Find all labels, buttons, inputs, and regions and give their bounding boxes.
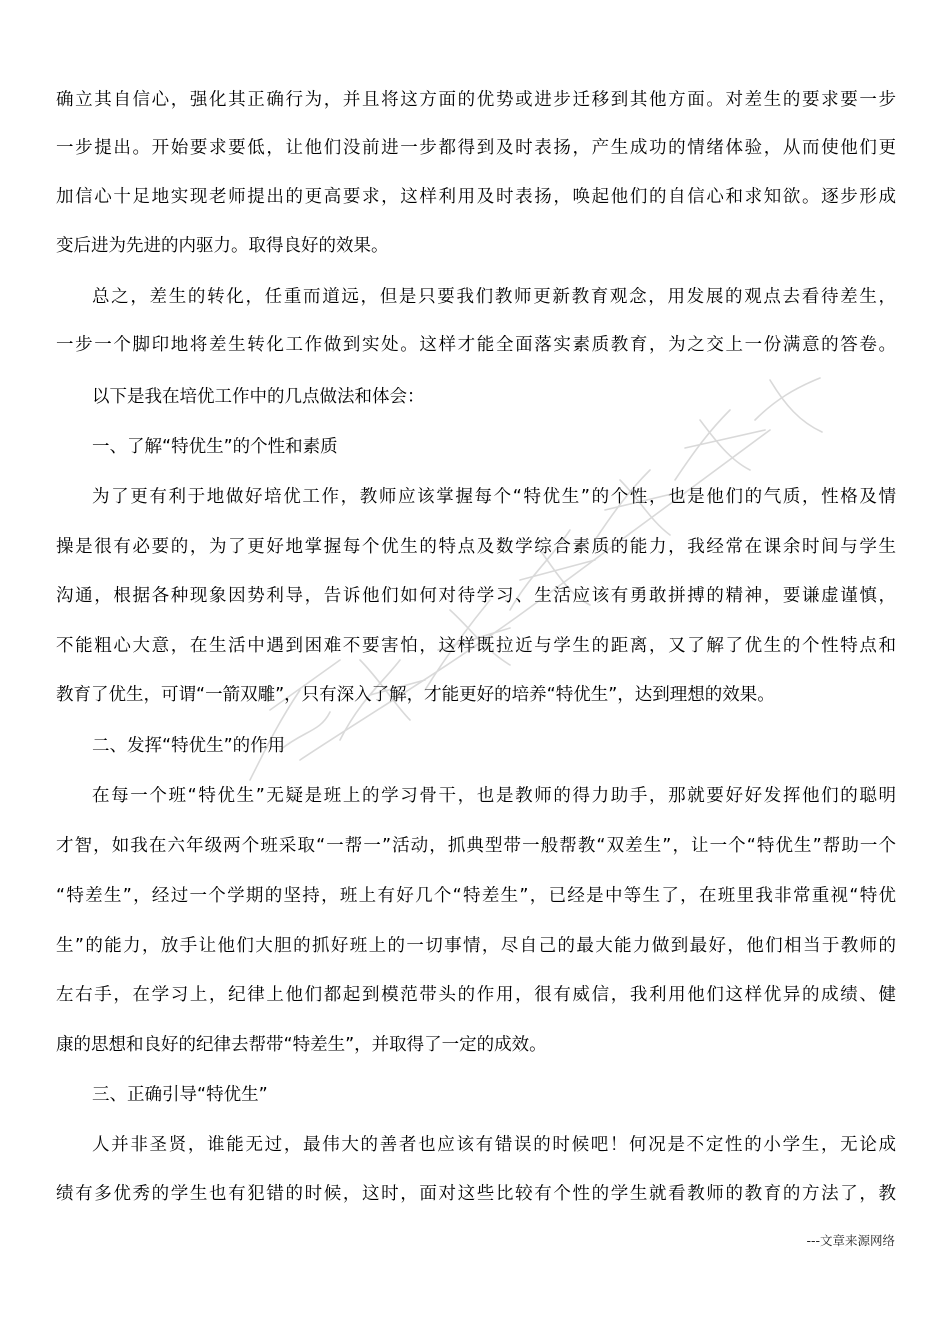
section-heading: 二、发挥“特优生”的作用: [92, 736, 286, 756]
paragraph-line: 操是很有必要的，为了更好地掌握每个优生的特点及数学综合素质的能力，我经常在课余时间与学生: [56, 537, 896, 557]
paragraph-line: 一步一个脚印地将差生转化工作做到实处。这样才能全面落实素质教育，为之交上一份满意的答卷。: [56, 335, 896, 355]
paragraph-line: 才智，如我在六年级两个班采取“一帮一”活动，抓典型带一般帮教“双差生”，让一个“特优生”帮助一个: [56, 836, 896, 856]
section-heading: 一、了解“特优生”的个性和素质: [92, 437, 338, 457]
paragraph-line: 总之，差生的转化，任重而道远，但是只要我们教师更新教育观念，用发展的观点去看待差生，: [92, 287, 896, 307]
paragraph-line: “特差生”，经过一个学期的坚持，班上有好几个“特差生”，已经是中等生了，在班里我非常重视“特优: [56, 886, 896, 906]
source-footer: ---文章来源网络: [806, 1233, 895, 1248]
paragraph-line: 在每一个班“特优生”无疑是班上的学习骨干，也是教师的得力助手，那就要好好发挥他们的聪明: [92, 786, 896, 806]
paragraph-line: 沟通，根据各种现象因势利导，告诉他们如何对待学习、生活应该有勇敢拼搏的精神，要谦虚谨慎，: [56, 586, 896, 606]
paragraph-line: 加信心十足地实现老师提出的更高要求，这样利用及时表扬，唤起他们的自信心和求知欲。逐步形成: [56, 187, 896, 207]
paragraph-line: 教育了优生，可谓“一箭双雕”，只有深入了解，才能更好的培养“特优生”，达到理想的效果。: [56, 685, 775, 705]
paragraph-line: 为了更有利于地做好培优工作，教师应该掌握每个“特优生”的个性，也是他们的气质，性格及情: [92, 487, 896, 507]
paragraph-line: 康的思想和良好的纪律去帮带“特差生”，并取得了一定的成效。: [56, 1035, 547, 1055]
paragraph-line: 一步提出。开始要求要低，让他们没前进一步都得到及时表扬，产生成功的情绪体验，从而使他们更: [56, 138, 896, 158]
paragraph-line: 生”的能力，放手让他们大胆的抓好班上的一切事情，尽自己的最大能力做到最好，他们相当于教师的: [56, 936, 896, 956]
section-heading: 三、正确引导“特优生”: [92, 1085, 268, 1105]
paragraph-line: 确立其自信心，强化其正确行为，并且将这方面的优势或进步迁移到其他方面。对差生的要求要一步: [56, 90, 896, 110]
paragraph-line: 以下是我在培优工作中的几点做法和体会：: [92, 387, 425, 407]
paragraph-line: 不能粗心大意，在生活中遇到困难不要害怕，这样既拉近与学生的距离，又了解了优生的个性特点和: [56, 636, 896, 656]
paragraph-line: 左右手，在学习上，纪律上他们都起到模范带头的作用，很有威信，我利用他们这样优异的成绩、健: [56, 985, 896, 1005]
paragraph-line: 绩有多优秀的学生也有犯错的时候，这时，面对这些比较有个性的学生就看教师的教育的方法了，教: [56, 1184, 896, 1204]
paragraph-line: 人并非圣贤，谁能无过，最伟大的善者也应该有错误的时候吧！何况是不定性的小学生，无论成: [92, 1135, 896, 1155]
paragraph-line: 变后进为先进的内驱力。取得良好的效果。: [56, 236, 389, 256]
